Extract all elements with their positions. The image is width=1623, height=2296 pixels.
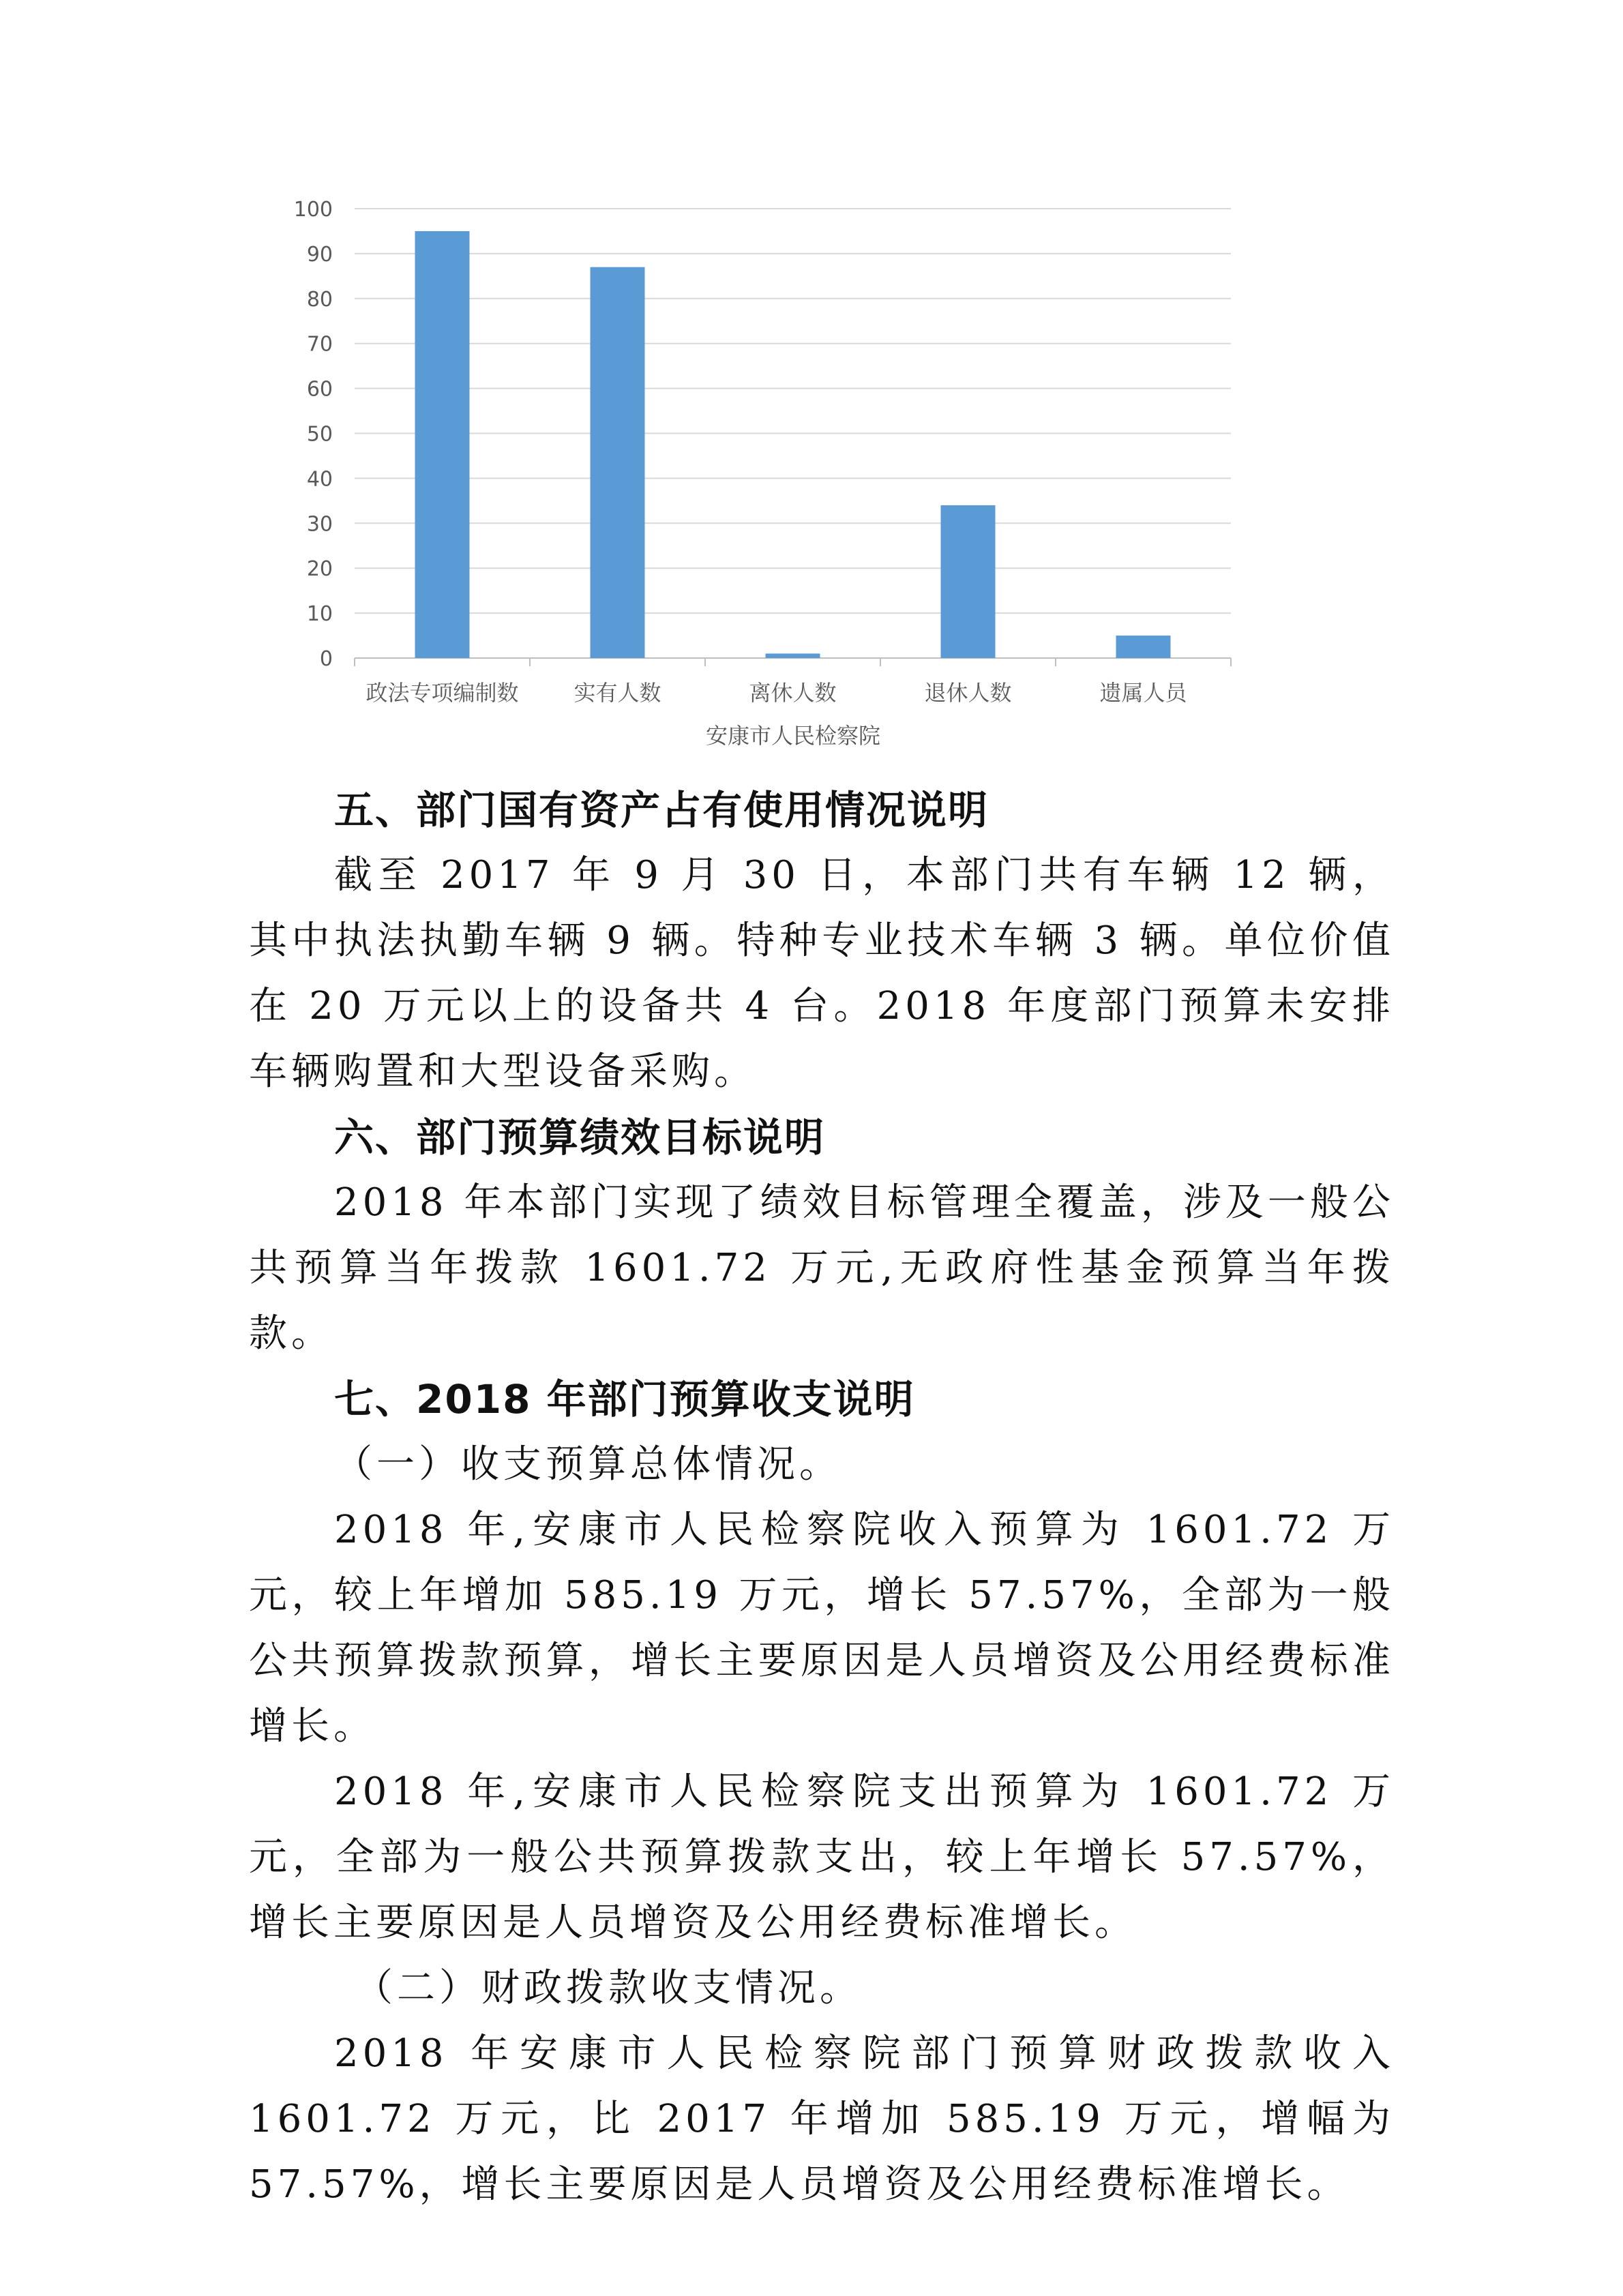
bar <box>941 505 996 658</box>
x-axis-ticks <box>355 658 1231 706</box>
bar-chart-svg <box>273 170 1255 771</box>
x-axis-label: 安康市人民检察院 <box>705 723 881 749</box>
bar-chart <box>273 170 1255 771</box>
paragraph-income-budget: 2018 年,安康市人民检察院收入预算为 1601.72 万元，较上年增加 585.19 万元，增长 57.57%，全部为一般公共预算拨款预算，增长主要原因是人员增资及公用经费标准增长。 <box>249 1508 1395 1748</box>
subheading-fiscal: （二）财政拨款收支情况。 <box>355 1966 862 2010</box>
bar <box>766 653 820 658</box>
y-tick-label: 50 <box>306 422 333 447</box>
x-tick-label: 离休人数 <box>749 680 837 706</box>
x-tick-label: 退休人数 <box>924 680 1012 706</box>
y-tick-label: 70 <box>306 332 333 357</box>
y-tick-label: 30 <box>306 512 333 537</box>
y-tick-label: 60 <box>306 377 333 402</box>
x-tick-label: 政法专项编制数 <box>366 680 519 706</box>
y-tick-label: 10 <box>306 602 333 627</box>
x-tick-label: 遗属人员 <box>1099 680 1187 706</box>
bar <box>1116 636 1171 658</box>
bar <box>591 267 645 658</box>
section-heading-performance: 六、部门预算绩效目标说明 <box>334 1114 826 1161</box>
document-body <box>249 777 1395 2218</box>
y-tick-label: 90 <box>306 242 333 267</box>
bar <box>415 231 470 658</box>
section-heading-assets: 五、部门国有资产占有使用情况说明 <box>334 787 989 833</box>
paragraph-performance: 2018 年本部门实现了绩效目标管理全覆盖，涉及一般公共预算当年拨款 1601.72 万元,无政府性基金预算当年拨款。 <box>249 1180 1395 1356</box>
y-tick-label: 100 <box>293 198 333 222</box>
y-tick-label: 80 <box>306 287 333 312</box>
gridlines <box>355 209 1231 658</box>
paragraph-fiscal-allocation: 2018 年安康市人民检察院部门预算财政拨款收入 1601.72 万元，比 2017 年增加 585.19 万元，增幅为 57.57%，增长主要原因是人员增资及公用经费标准增长。 <box>249 2031 1395 2207</box>
paragraph-assets: 截至 2017 年 9 月 30 日，本部门共有车辆 12 辆，其中执法执勤车辆 9 辆。特种专业技术车辆 3 辆。单位价值在 20 万元以上的设备共 4 台。2018 年度部门预算未安排车辆购置和大型设备采购。 <box>249 853 1395 1094</box>
x-tick-label: 实有人数 <box>574 680 661 706</box>
section-heading-budget: 七、2018 年部门预算收支说明 <box>334 1376 915 1422</box>
subheading-overall: （一）收支预算总体情况。 <box>334 1442 842 1487</box>
y-tick-label: 0 <box>319 647 333 671</box>
bars <box>415 231 1171 658</box>
paragraph-expense-budget: 2018 年,安康市人民检察院支出预算为 1601.72 万元，全部为一般公共预算拨款支出，较上年增长 57.57%，增长主要原因是人员增资及公用经费标准增长。 <box>249 1770 1395 1945</box>
y-tick-label: 20 <box>306 557 333 582</box>
y-tick-label: 40 <box>306 467 333 492</box>
y-axis-ticks <box>294 198 333 671</box>
